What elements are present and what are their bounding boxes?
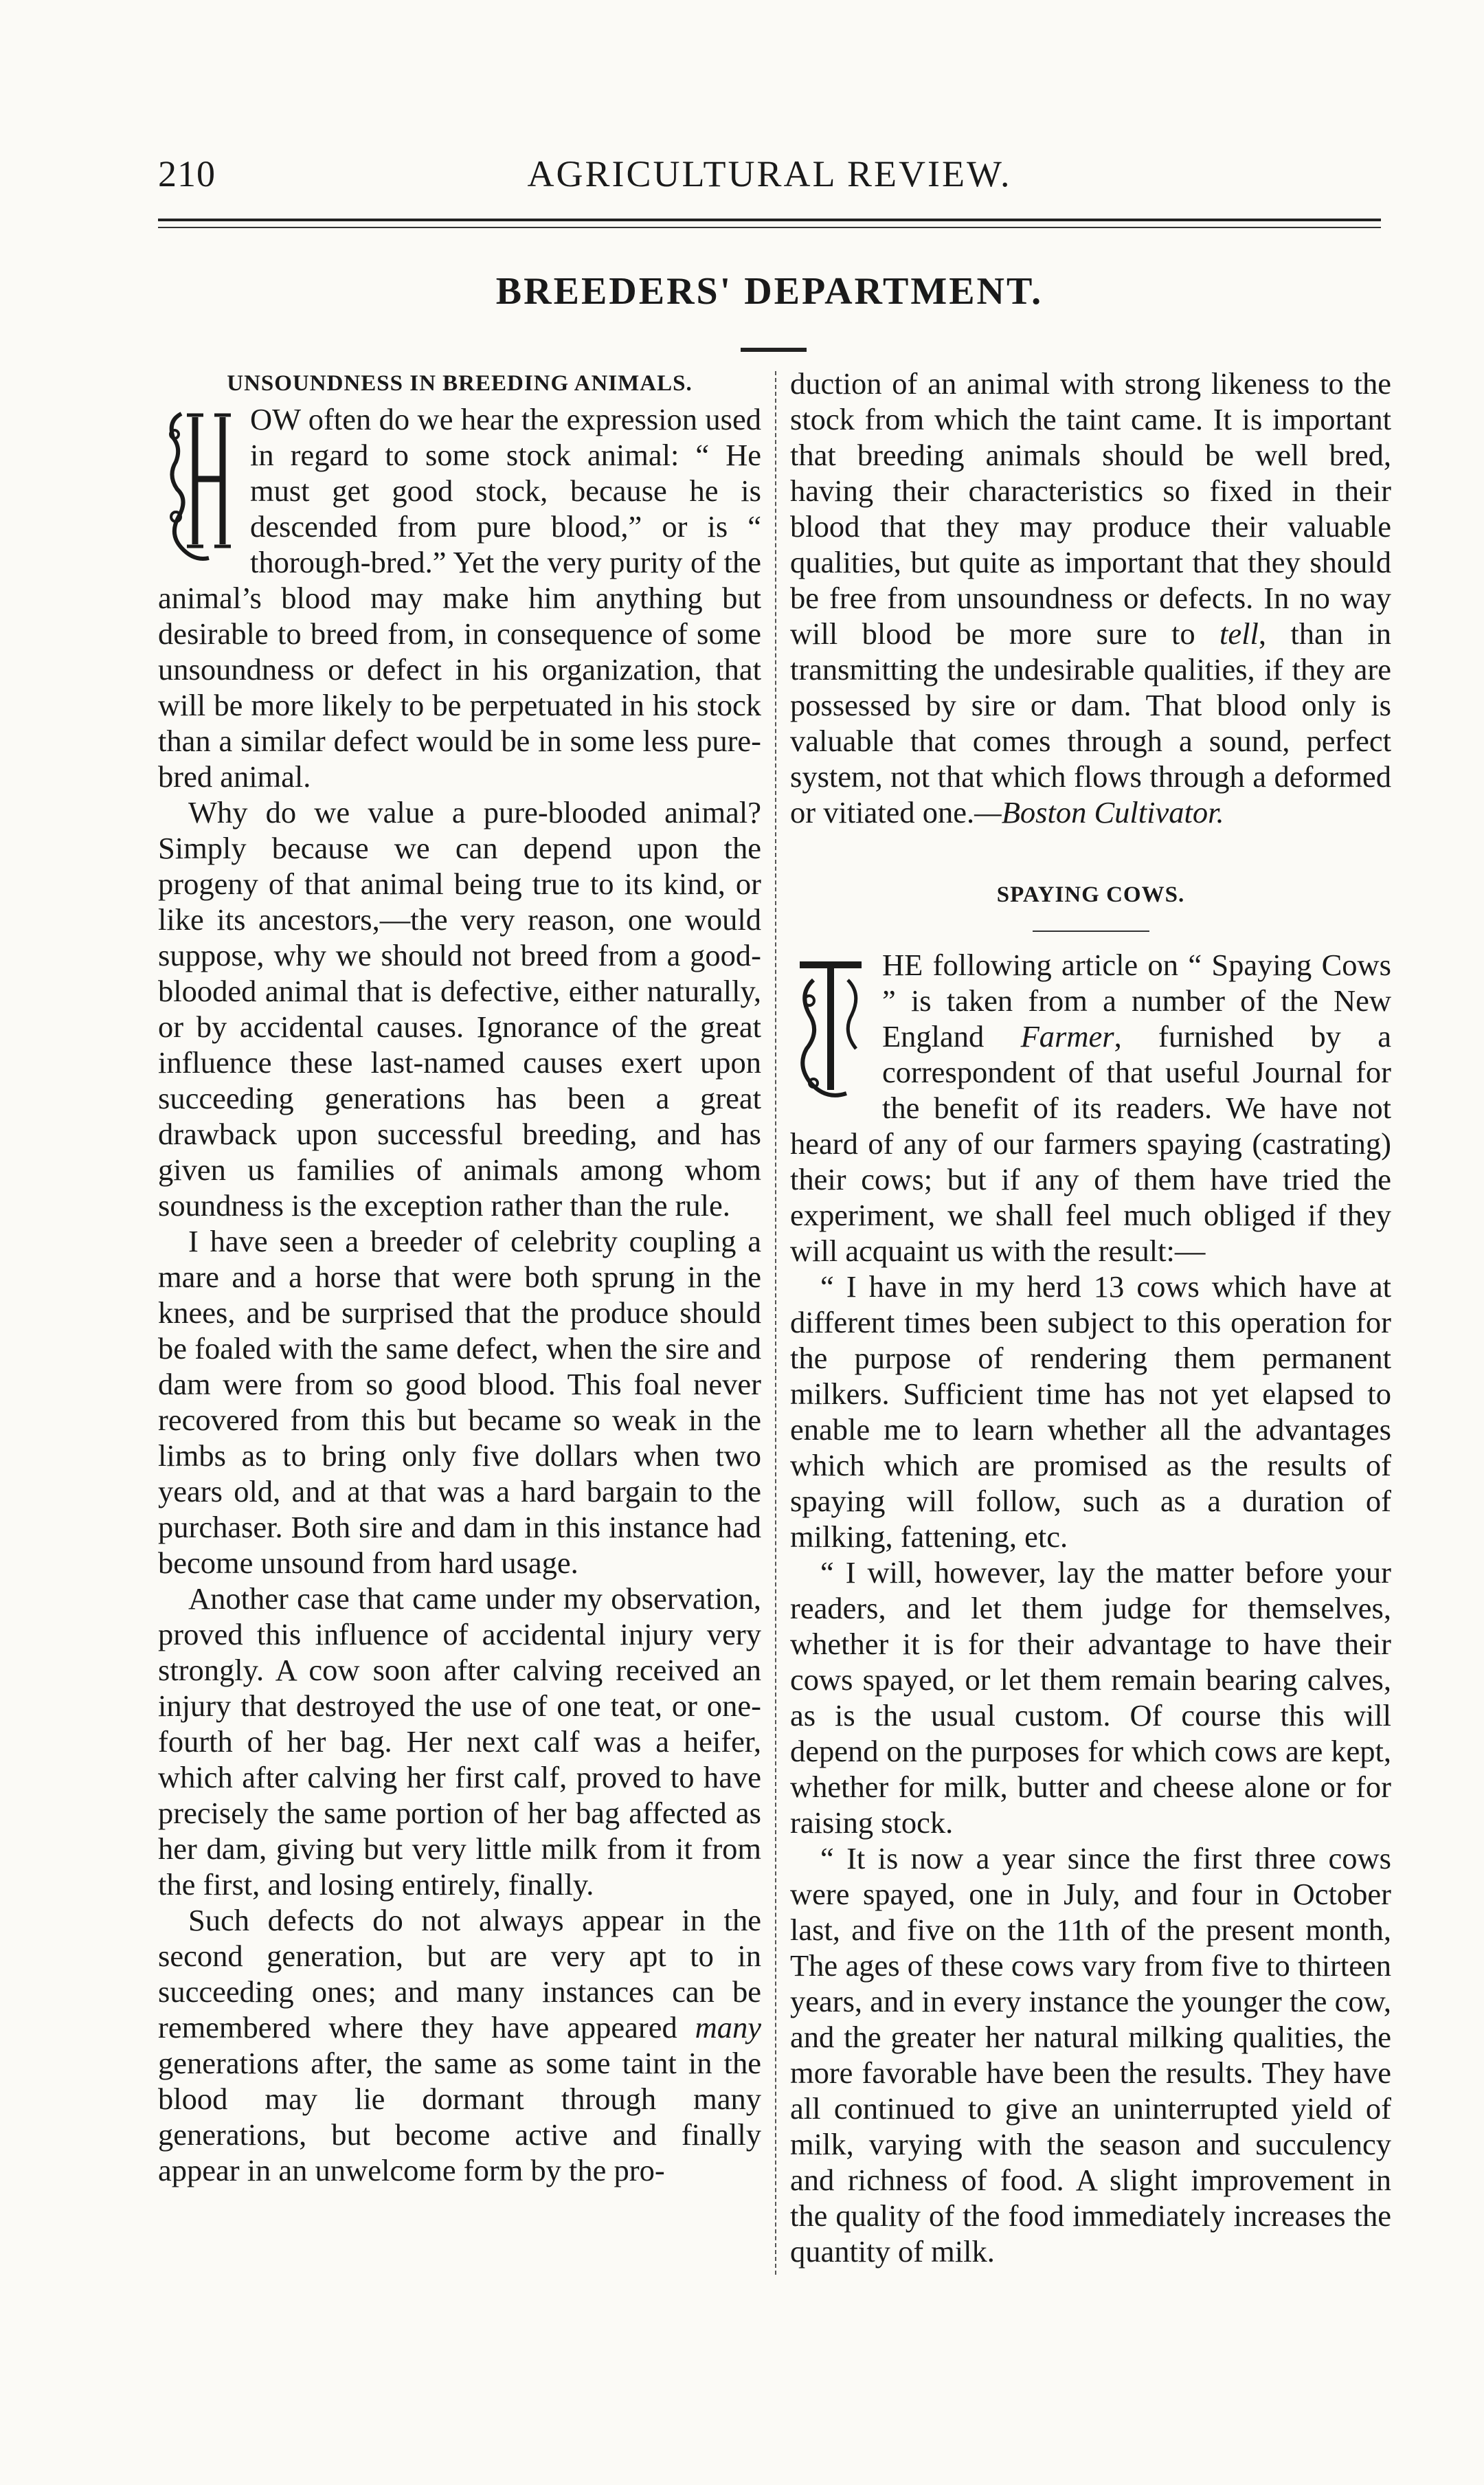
article1-paragraph-4: Another case that came under my observation, proved this influence of accidental injury very strongly. A cow soon after calving received an injury that destroyed the use of one teat, or one-fourth of her bag. Her next calf was a heifer, which after calving her first calf, proved to have precisely the same portion of her bag affected as her dam, giving but very little milk from it from the first, and losing entirely, finally. xyxy=(158,1581,761,1902)
article2-paragraph-1-after: , furnished by a correspondent of that useful Journal for the benefit of its readers. We have not heard of any of our farmers spaying (castrating) their cows; but if any of them have tried the experiment, we shall feel much obliged if they will acquaint us with the result:— xyxy=(790,1019,1391,1268)
header-rule-thin xyxy=(158,227,1381,228)
article1-paragraph-3: I have seen a breeder of celebrity coupling a mare and a horse that were both sprung in the knees, and be surprised that the produce should be foaled with the same defect, when the sire and dam were from so good blood. This foal never recovered from this but became so weak in the limbs as to bring only five dollars when two years old, and at that was a hard bargain to the purchaser. Both sire and dam in this instance had become unsound from hard usage. xyxy=(158,1224,761,1580)
article2-paragraph-1 xyxy=(790,947,1391,1269)
article1-continued-after: , than in transmitting the undesirable qualities, if they are possessed by sire or dam. That blood only is valuable that comes through a sound, perfect system, not that which flows through a deformed or vitiated one. xyxy=(790,616,1391,829)
running-head: AGRICULTURAL REVIEW. xyxy=(527,153,1012,194)
article1-paragraph-1 xyxy=(158,401,761,794)
article1-paragraph-2: Why do we value a pure-blooded animal? Simply because we can depend upon the progeny of that animal being true to its kind, or like its ancestors,—the very reason, one would suppose, why we should not breed from a good-blooded animal that is defective, either naturally, or by accidental causes. Ignorance of the great influence these last-named causes exert upon succeeding generations has been a great drawback upon successful breeding, and has given us families of animals among whom soundness is the exception rather than the rule. xyxy=(158,795,761,1223)
article1-continued-italic: tell xyxy=(1219,616,1259,651)
article1-paragraph-5-italic: many xyxy=(695,2010,761,2044)
article1-paragraph-1-text: OW often do we hear the expression used in regard to some stock animal: “ He must get good stock, because he is descended from pure blood,” or is “ thorough-bred.” Yet the very purity of the animal’s blood may make him anything but desirable to breed from, in consequence of some unsoundness or defect in his organization, that will be more likely to be perpetuated in his stock than a similar defect would be in some less pure-bred animal. xyxy=(158,402,761,794)
right-column xyxy=(790,366,1391,2269)
article2-paragraph-1-italic: Farmer xyxy=(1020,1019,1114,1054)
article2-paragraph-1-before: HE following article on “ Spaying Cows ” is taken from a number of the New England xyxy=(882,948,1391,1054)
ornament-t-icon xyxy=(793,952,868,1117)
page-header xyxy=(158,153,1381,201)
ornamental-dropcap-t xyxy=(790,952,871,1124)
ornament-h-icon xyxy=(161,407,236,572)
article-title-unsoundness: UNSOUNDNESS IN BREEDING ANIMALS. xyxy=(227,371,693,396)
article1-paragraph-5-after: generations after, the same as some taint in the blood may lie dormant through many generations, but become active and finally appear in an unwelcome form by the pro- xyxy=(158,2046,761,2187)
department-rule xyxy=(741,348,807,352)
article2-paragraph-3: “ I will, however, lay the matter before your readers, and let them judge for themselves, whether it is for their advantage to have their cows spayed, or let them remain bearing calves, as is the usual custom. Of course this will depend on the purposes for which cows are kept, whether for milk, butter and cheese alone or for raising stock. xyxy=(790,1555,1391,1840)
article-title-spaying: SPAYING COWS. xyxy=(996,882,1185,907)
column-divider xyxy=(775,371,776,2275)
article2-paragraph-2: “ I have in my herd 13 cows which have at different times been subject to this operation for the purpose of rendering them permanent milkers. Sufficient time has not yet elapsed to enable me to learn whether all the advantages which which are promised as the results of spaying will follow, such as a duration of milking, fattening, etc. xyxy=(790,1269,1391,1554)
header-rule-thick xyxy=(158,219,1381,221)
department-title: BREEDERS' DEPARTMENT. xyxy=(495,270,1044,313)
ornamental-dropcap-h xyxy=(158,407,239,579)
left-column xyxy=(158,366,761,2188)
article1-continued-before: duction of an animal with strong likeness to the stock from which the taint came. It is important that breeding animals should be well bred, having their characteristics so fixed in their blood that they may produce their valuable qualities, but quite as important that they should be free from unsoundness or defects. In no way will blood be more sure to xyxy=(790,366,1391,651)
article1-paragraph-continued xyxy=(790,366,1391,830)
article2-title-rule xyxy=(1033,931,1149,932)
article1-paragraph-5-before: Such defects do not always appear in the second generation, but are very apt to in succeeding ones; and many instances can be remembered where they have appeared xyxy=(158,1903,761,2044)
page-number: 210 xyxy=(158,153,216,194)
article1-paragraph-5 xyxy=(158,1902,761,2188)
article2-paragraph-4: “ It is now a year since the first three cows were spayed, one in July, and four in October last, and five on the 11th of the present month, The ages of these cows vary from five to thirteen years, and in every instance the younger the cow, and the greater her natural milking qualities, the more favorable have been the results. They have all continued to give an uninterrupted yield of milk, varying with the season and succulency and richness of food. A slight improvement in the quality of the food immediately increases the quantity of milk. xyxy=(790,1841,1391,2269)
article1-attribution: —Boston Cultivator. xyxy=(974,795,1224,829)
